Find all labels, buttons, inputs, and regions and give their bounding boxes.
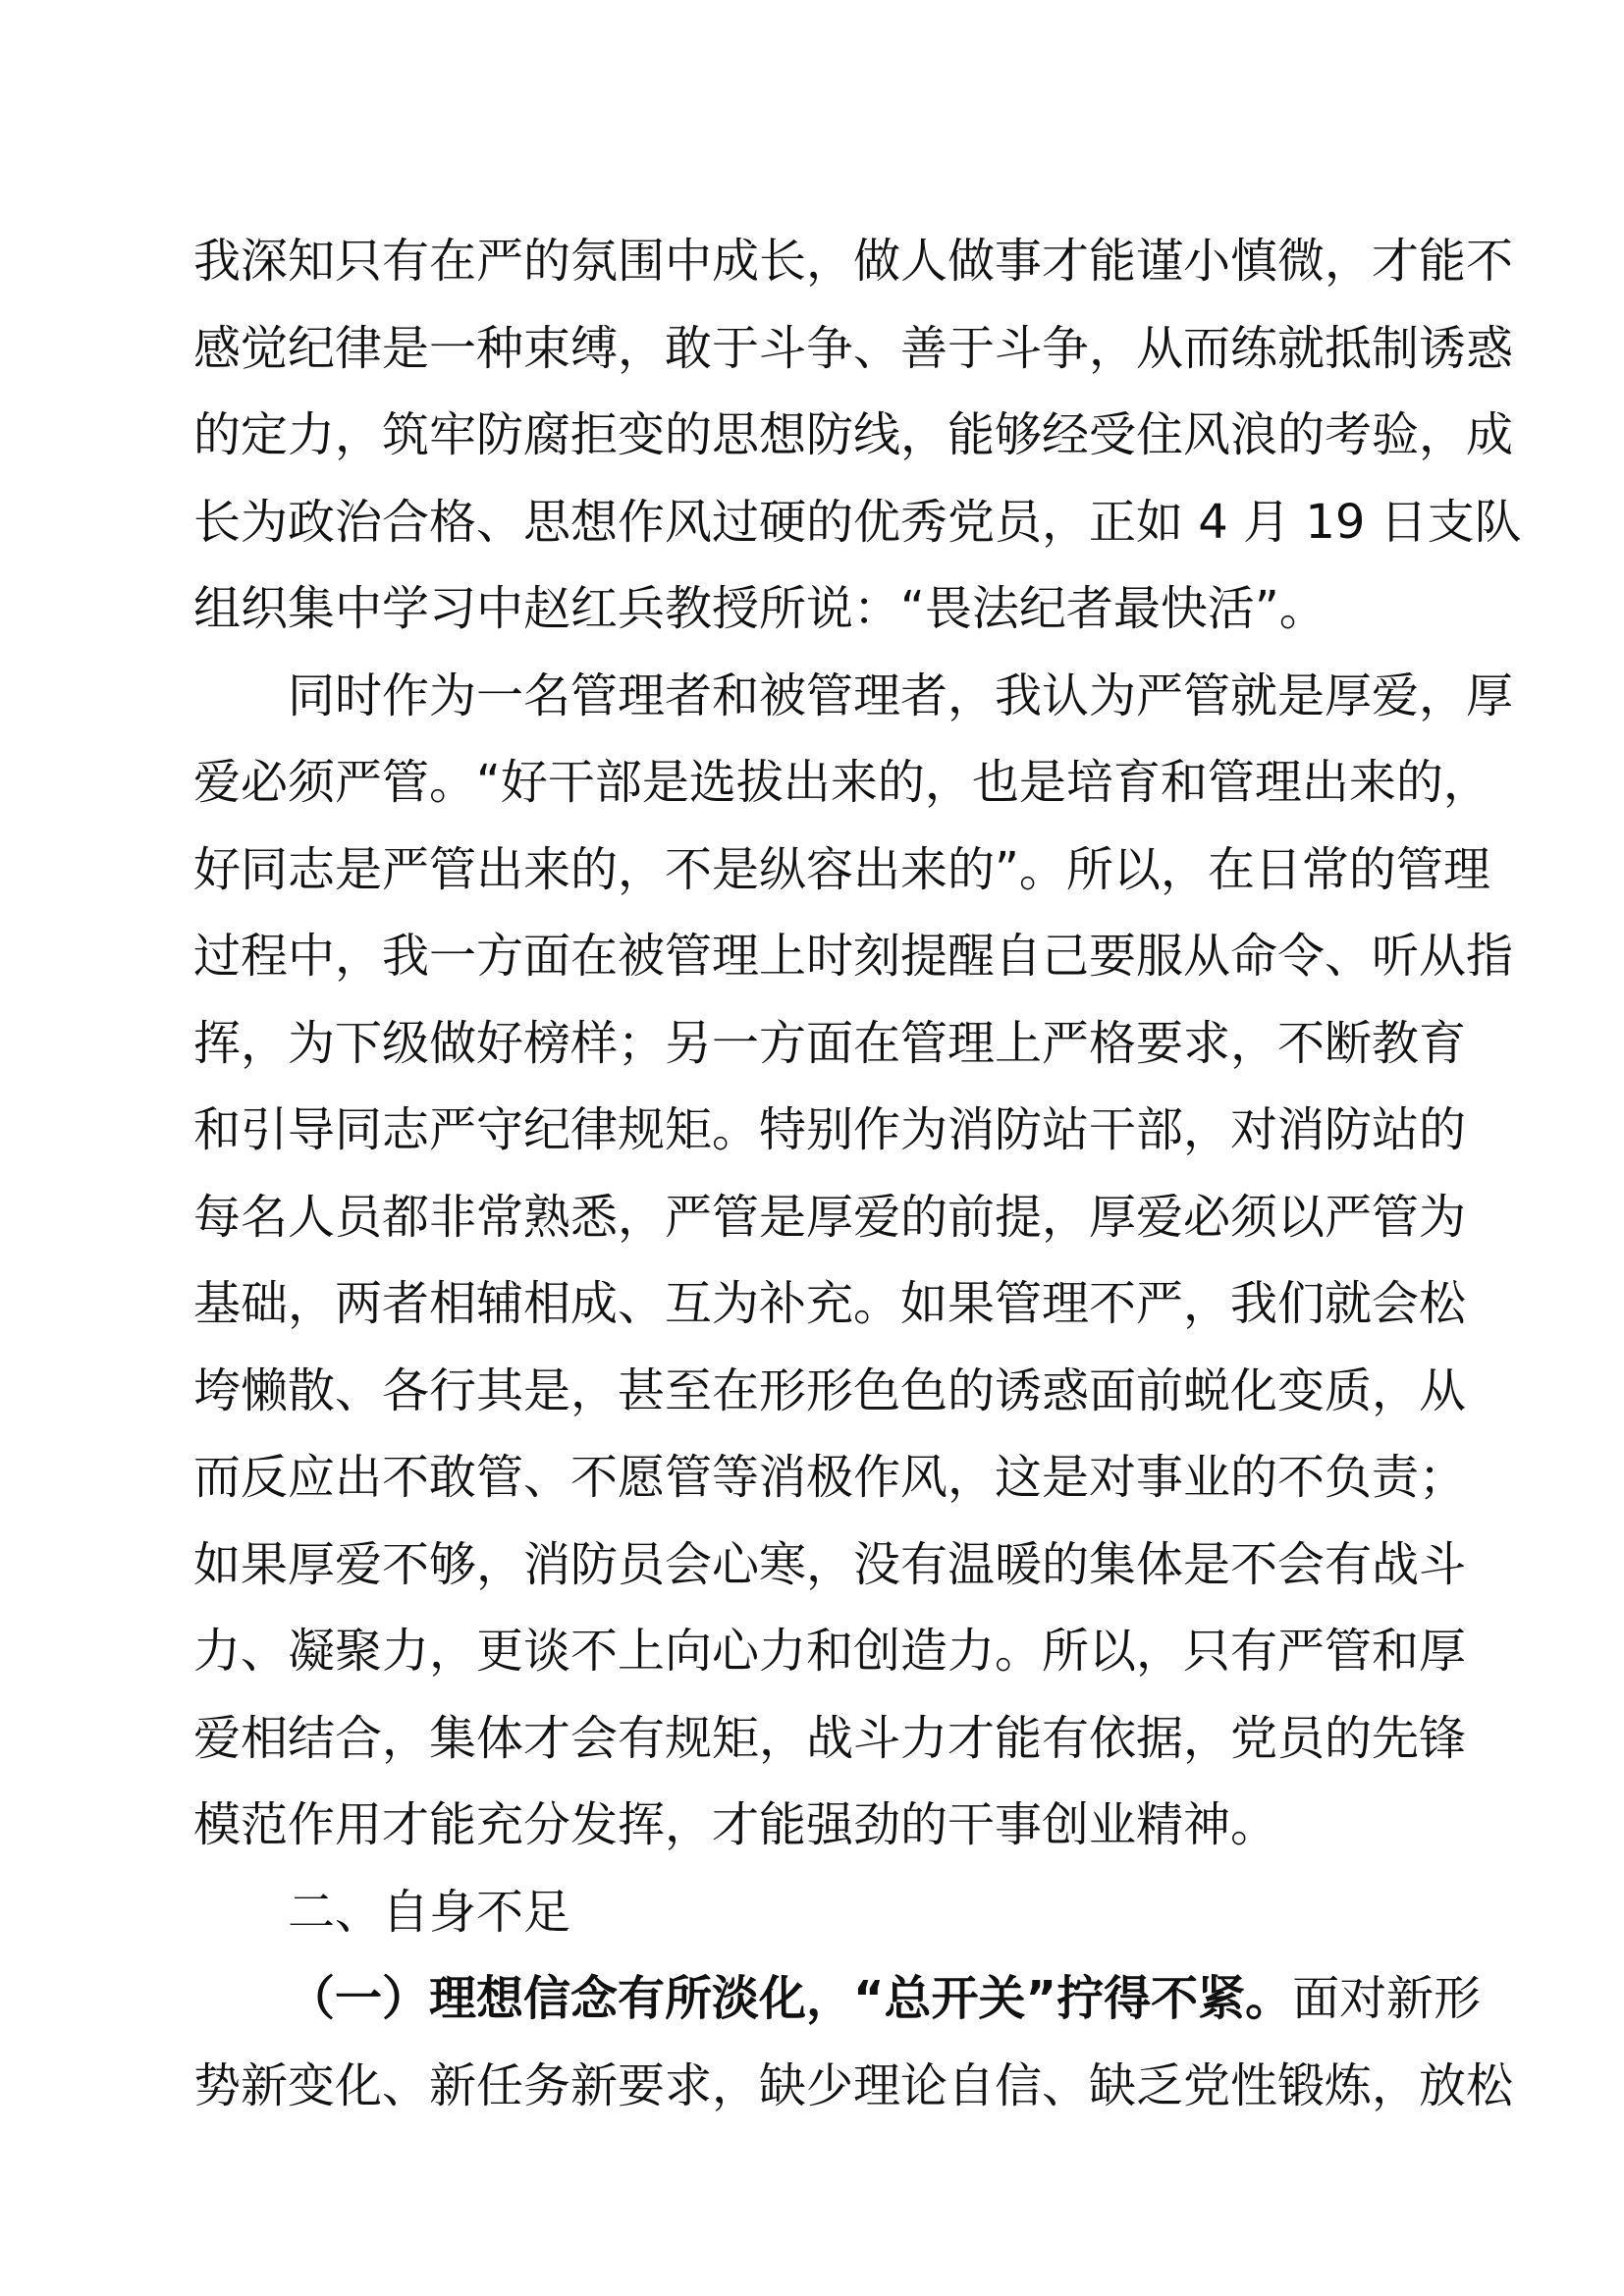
- text-line: 每名人员都非常熟悉，严管是厚爱的前提，厚爱必须以严管为: [193, 1189, 1467, 1245]
- text-line: 模范作用才能充分发挥，才能强劲的干事创业精神。: [193, 1797, 1278, 1852]
- text-line: 我深知只有在严的氛围中成长，做人做事才能谨小慎微，才能不: [193, 234, 1514, 289]
- text-line: 而反应出不敢管、不愿管等消极作风，这是对事业的不负责；: [193, 1450, 1467, 1505]
- text-line: 长为政治合格、思想作风过硬的优秀党员，正如 4 月 19 日支队: [193, 494, 1522, 550]
- text-line: 感觉纪律是一种束缚，敢于斗争、善于斗争，从而练就抵制诱惑: [193, 320, 1514, 376]
- text-line: 力、凝聚力，更谈不上向心力和创造力。所以，只有严管和厚: [193, 1624, 1467, 1679]
- text-line: 过程中，我一方面在被管理上时刻提醒自己要服从命令、听从指: [193, 929, 1514, 984]
- text-line: 组织集中学习中赵红兵教授所说：“畏法纪者最快活”。: [193, 581, 1326, 636]
- text-line: 势新变化、新任务新要求，缺少理论自信、缺乏党性锻炼，放松: [193, 2057, 1514, 2113]
- text-line: 和引导同志严守纪律规矩。特别作为消防站干部，对消防站的: [193, 1102, 1467, 1157]
- text-line: 基础，两者相辅相成、互为补充。如果管理不严，我们就会松: [193, 1276, 1467, 1331]
- text-line: 如果厚爱不够，消防员会心寒，没有温暖的集体是不会有战斗: [193, 1536, 1467, 1592]
- paragraph-2: [193, 653, 1514, 1869]
- paragraph-3: [193, 1955, 1514, 2129]
- text-line: 爱必须严管。“好干部是选拔出来的，也是培育和管理出来的，: [193, 755, 1490, 810]
- body-text: [193, 218, 1522, 2129]
- text-line: 挥，为下级做好榜样；另一方面在管理上严格要求，不断教育: [193, 1015, 1467, 1071]
- paragraph-1: [193, 218, 1522, 653]
- text-line: [193, 1955, 1482, 2043]
- text-line: 好同志是严管出来的，不是纵容出来的”。所以，在日常的管理: [193, 841, 1490, 897]
- text-line: 的定力，筑牢防腐拒变的思想防线，能够经受住风浪的考验，成: [193, 407, 1514, 462]
- text-fragment: 面对新形: [1292, 1971, 1482, 2026]
- text-line: 垮懒散、各行其是，甚至在形形色色的诱惑面前蜕化变质，从: [193, 1362, 1467, 1418]
- section-heading: 二、自身不足: [288, 1884, 571, 1940]
- text-line: 爱相结合，集体才会有规矩，战斗力才能有依据，党员的先锋: [193, 1710, 1467, 1766]
- subheading-bold-lead: （一）理想信念有所淡化，“总开关”拧得不紧。: [288, 1971, 1293, 2026]
- text-line: 同时作为一名管理者和被管理者，我认为严管就是厚爱，厚: [288, 667, 1514, 723]
